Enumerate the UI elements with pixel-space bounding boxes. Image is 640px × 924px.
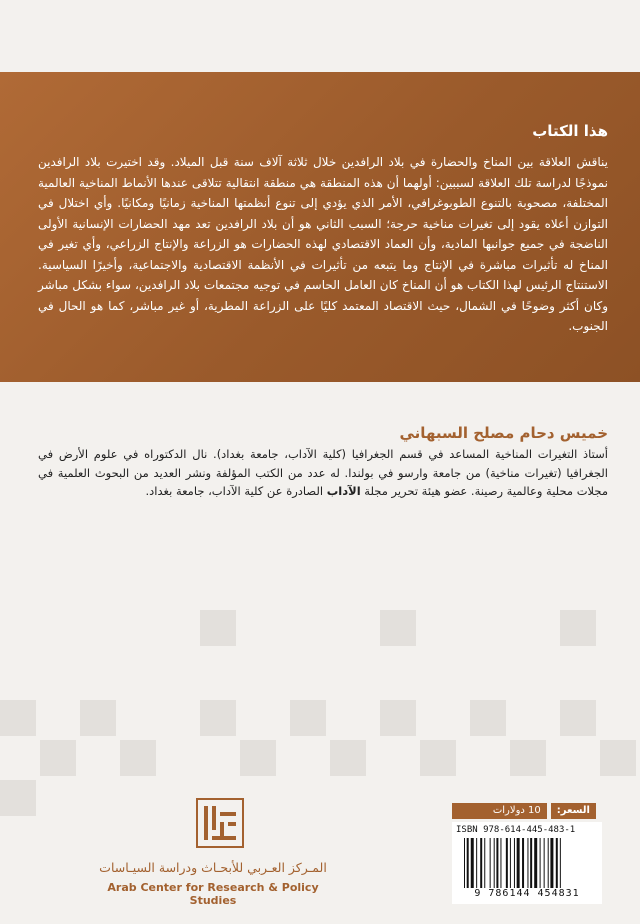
barcode-bar (527, 838, 528, 888)
decor-square (200, 700, 236, 736)
decor-square (0, 700, 36, 736)
decor-square (600, 740, 636, 776)
synopsis-text: يناقش العلاقة بين المناخ والحضارة في بلاد الرافدين خلال ثلاثة آلاف سنة قبل الميلاد. وقد اختيرت بلاد الرافدين نموذجًا لدراسة تلك العلاقة لسببين: أولهما أن هذه المنطقة هي منطقة انتقالية تتلاقى عندها الأنماط المناخية العالمية المختلفة، مصحوبة بالتنوع الطوبوغرافي، الأمر الذي يؤدي إلى تنوع أنظمتها المناخية زمانيًا ومكانيًا. وأي اختلال في التوازن أعلاه يقود إلى تغيرات مناخية حرجة؛ السبب الثاني هو أن بلاد الرافدين تعد مهد الحضارات الإنسانية الأولى الناضجة في جميع جوانبها المادية، وأن العماد الاقتصادي لهذه الحضارات هو الزراعة والإنتاج الزراعي، وأي تغير في المناخ له تأثيرات مباشرة في الإنتاج وما يتبعه من تأثيرات في الأنظمة الاقتصادية والاجتماعية، وأخيرًا السياسية. الاستنتاج الرئيس لهذا الكتاب هو أن المناخ كان العامل الحاسم في توجيه مجتمعات بلاد الرافدين، سواء بشكل مباشر وكان أكثر وضوحًا في الشمال، حيث الاقتصاد المعتمد كليًا على الزراعة المطرية، أو غير مباشر، كما هو الحال في الجنوب. (38, 155, 608, 333)
decor-square (290, 700, 326, 736)
barcode (452, 822, 602, 904)
barcode-bar (540, 838, 541, 888)
barcode-bar (550, 838, 553, 888)
journal-name: الآداب (326, 484, 361, 498)
barcode-bar (514, 838, 515, 888)
barcode-bar (506, 838, 508, 888)
barcode-bar (544, 838, 545, 888)
author-bio-text: أستاذ التغيرات المناخية المساعد في قسم الجغرافيا (كلية الآداب، جامعة بغداد). نال الدكتوراه في علوم الأرض في الجغرافيا (تغيرات مناخية) من جامعة وارسو في بولندا. له عدد من الكتب المؤلفة ونشر العديد من البحوث العلمية في مجلات محلية وعالمية رصينة. عضو هيئة تحرير مجلة (38, 447, 608, 498)
synopsis-heading: هذا الكتاب (532, 122, 608, 140)
publisher-name-en: Arab Center for Research & Policy Studies (107, 881, 319, 907)
price-tag (452, 803, 596, 819)
decor-square (330, 740, 366, 776)
barcode-bar (522, 838, 524, 888)
barcode-bar (476, 838, 477, 888)
barcode-bar (560, 838, 561, 888)
decor-square (80, 700, 116, 736)
decor-square (200, 610, 236, 646)
barcode-bar (496, 838, 498, 888)
barcode-bar (556, 838, 558, 888)
barcode-bar (464, 838, 465, 888)
decor-square (40, 740, 76, 776)
decor-square (380, 700, 416, 736)
acrps-logo-icon (196, 798, 244, 848)
decor-square (380, 610, 416, 646)
publisher-name-ar: المـركز العـربي للأبحـاث ودراسة السيـاسات (99, 860, 327, 875)
barcode-bar (500, 838, 501, 888)
author-bio-end: الصادرة عن كلية الآداب، جامعة بغداد. (145, 484, 324, 498)
decor-square (470, 700, 506, 736)
barcode-bar (471, 838, 474, 888)
barcode-bar (517, 838, 520, 888)
barcode-bar (530, 838, 532, 888)
barcode-bar (494, 838, 495, 888)
author-bio (38, 445, 608, 501)
decor-square (420, 740, 456, 776)
barcode-bar (534, 838, 537, 888)
barcode-bar (548, 838, 549, 888)
price-value: 10 دولارات (452, 803, 547, 819)
barcode-bar (510, 838, 511, 888)
decor-square (120, 740, 156, 776)
barcode-bar (467, 838, 469, 888)
price-label: السعر: (551, 803, 596, 819)
decor-square (510, 740, 546, 776)
decor-square (240, 740, 276, 776)
decor-square (560, 700, 596, 736)
barcode-digits: 9 786144 454831 (474, 888, 580, 899)
author-name: خميس دحام مصلح السبهاني (399, 424, 608, 442)
synopsis-panel (0, 72, 640, 382)
isbn-text: ISBN 978-614-445-483-1 (456, 825, 576, 835)
decor-square (560, 610, 596, 646)
barcode-bar (480, 838, 482, 888)
barcode-bar (484, 838, 485, 888)
decor-square (0, 780, 36, 816)
barcode-bar (490, 838, 491, 888)
barcode-bars (464, 838, 592, 888)
